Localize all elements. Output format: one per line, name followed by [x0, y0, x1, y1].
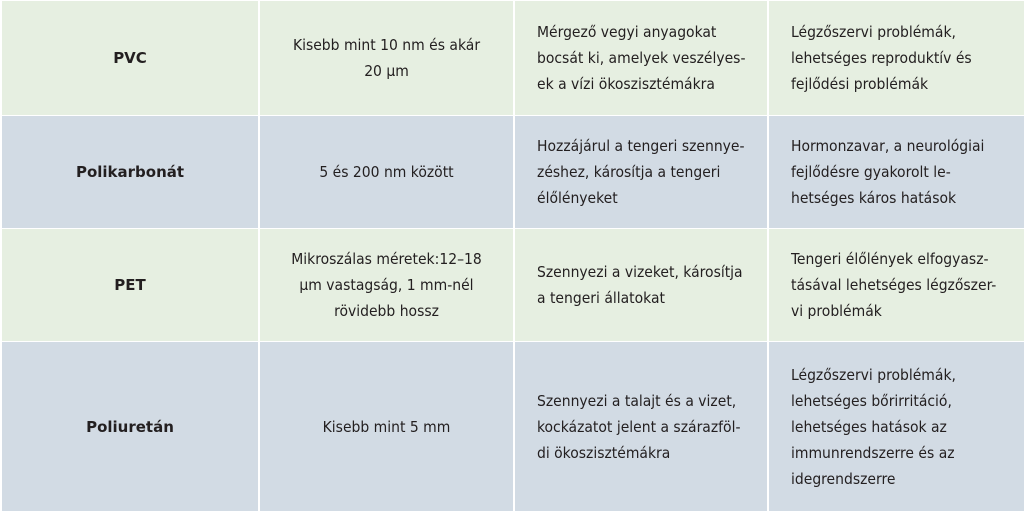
health-line: Hormonzavar, a neurológiai [791, 137, 985, 155]
material-cell [1, 342, 259, 512]
environment-cell [514, 342, 768, 512]
health-line: lehetséges reproduktív és [791, 49, 972, 67]
environment-line: Hozzájárul a tengeri szennye- [537, 137, 745, 155]
size-line: Mikroszálas méretek:12–18 [291, 250, 482, 268]
size-cell [259, 229, 514, 342]
size-line: 20 µm [364, 62, 409, 80]
material-cell [1, 229, 259, 342]
size-line: rövidebb hossz [334, 302, 439, 320]
environment-line: élőlényeket [537, 189, 618, 207]
health-line: idegrendszerre [791, 469, 896, 488]
health-line: vi problémák [791, 302, 882, 320]
environment-line: di ökoszisztémákra [537, 443, 671, 462]
environment-line: Szennyezi a vizeket, károsítja [537, 263, 743, 281]
environment-line: bocsát ki, amelyek veszélyes- [537, 49, 746, 67]
health-line: lehetséges bőrirritáció, [791, 391, 952, 410]
health-line: lehetséges hatások az [791, 417, 947, 436]
environment-line: ek a vízi ökoszisztémákra [537, 75, 715, 93]
size-line: Kisebb mint 5 mm [322, 417, 451, 436]
size-line: Kisebb mint 10 nm és akár [292, 36, 481, 54]
material-cell [1, 1, 259, 116]
size-line: µm vastagság, 1 mm-nél [299, 276, 474, 294]
health-line: immunrendszerre és az [791, 443, 955, 462]
material-name: PVC [113, 49, 147, 67]
table-row-pet [1, 229, 1024, 342]
health-line: Légzőszervi problémák, [791, 23, 956, 41]
environment-line: Szennyezi a talajt és a vizet, [537, 391, 737, 410]
table-row-poliuretan [1, 342, 1024, 512]
size-cell [259, 342, 514, 512]
size-cell [259, 1, 514, 116]
material-name: PET [114, 276, 146, 294]
environment-line: kockázatot jelent a szárazföl- [537, 417, 741, 436]
health-line: hetséges káros hatások [791, 189, 957, 207]
table-row-polikarbonat [1, 116, 1024, 229]
health-cell [768, 116, 1024, 229]
table-row-pvc [1, 1, 1024, 116]
health-line: Légzőszervi problémák, [791, 365, 956, 384]
material-name: Polikarbonát [75, 163, 185, 181]
environment-line: Mérgező vegyi anyagokat [537, 23, 717, 41]
environment-line: a tengeri állatokat [537, 289, 665, 307]
environment-cell [514, 116, 768, 229]
health-line: fejlődési problémák [791, 75, 929, 93]
health-line: tásával lehetséges légzőszer- [791, 276, 997, 294]
environment-cell [514, 229, 768, 342]
size-line: 5 és 200 nm között [319, 163, 454, 181]
environment-cell [514, 1, 768, 116]
environment-line: zéshez, károsítja a tengeri [537, 163, 721, 181]
health-line: fejlődésre gyakorolt le- [791, 163, 951, 181]
size-cell [259, 116, 514, 229]
health-cell [768, 1, 1024, 116]
material-cell [1, 116, 259, 229]
health-cell [768, 229, 1024, 342]
health-cell [768, 342, 1024, 512]
health-line: Tengeri élőlények elfogyasz- [791, 250, 989, 268]
material-name: Poliuretán [86, 417, 174, 436]
